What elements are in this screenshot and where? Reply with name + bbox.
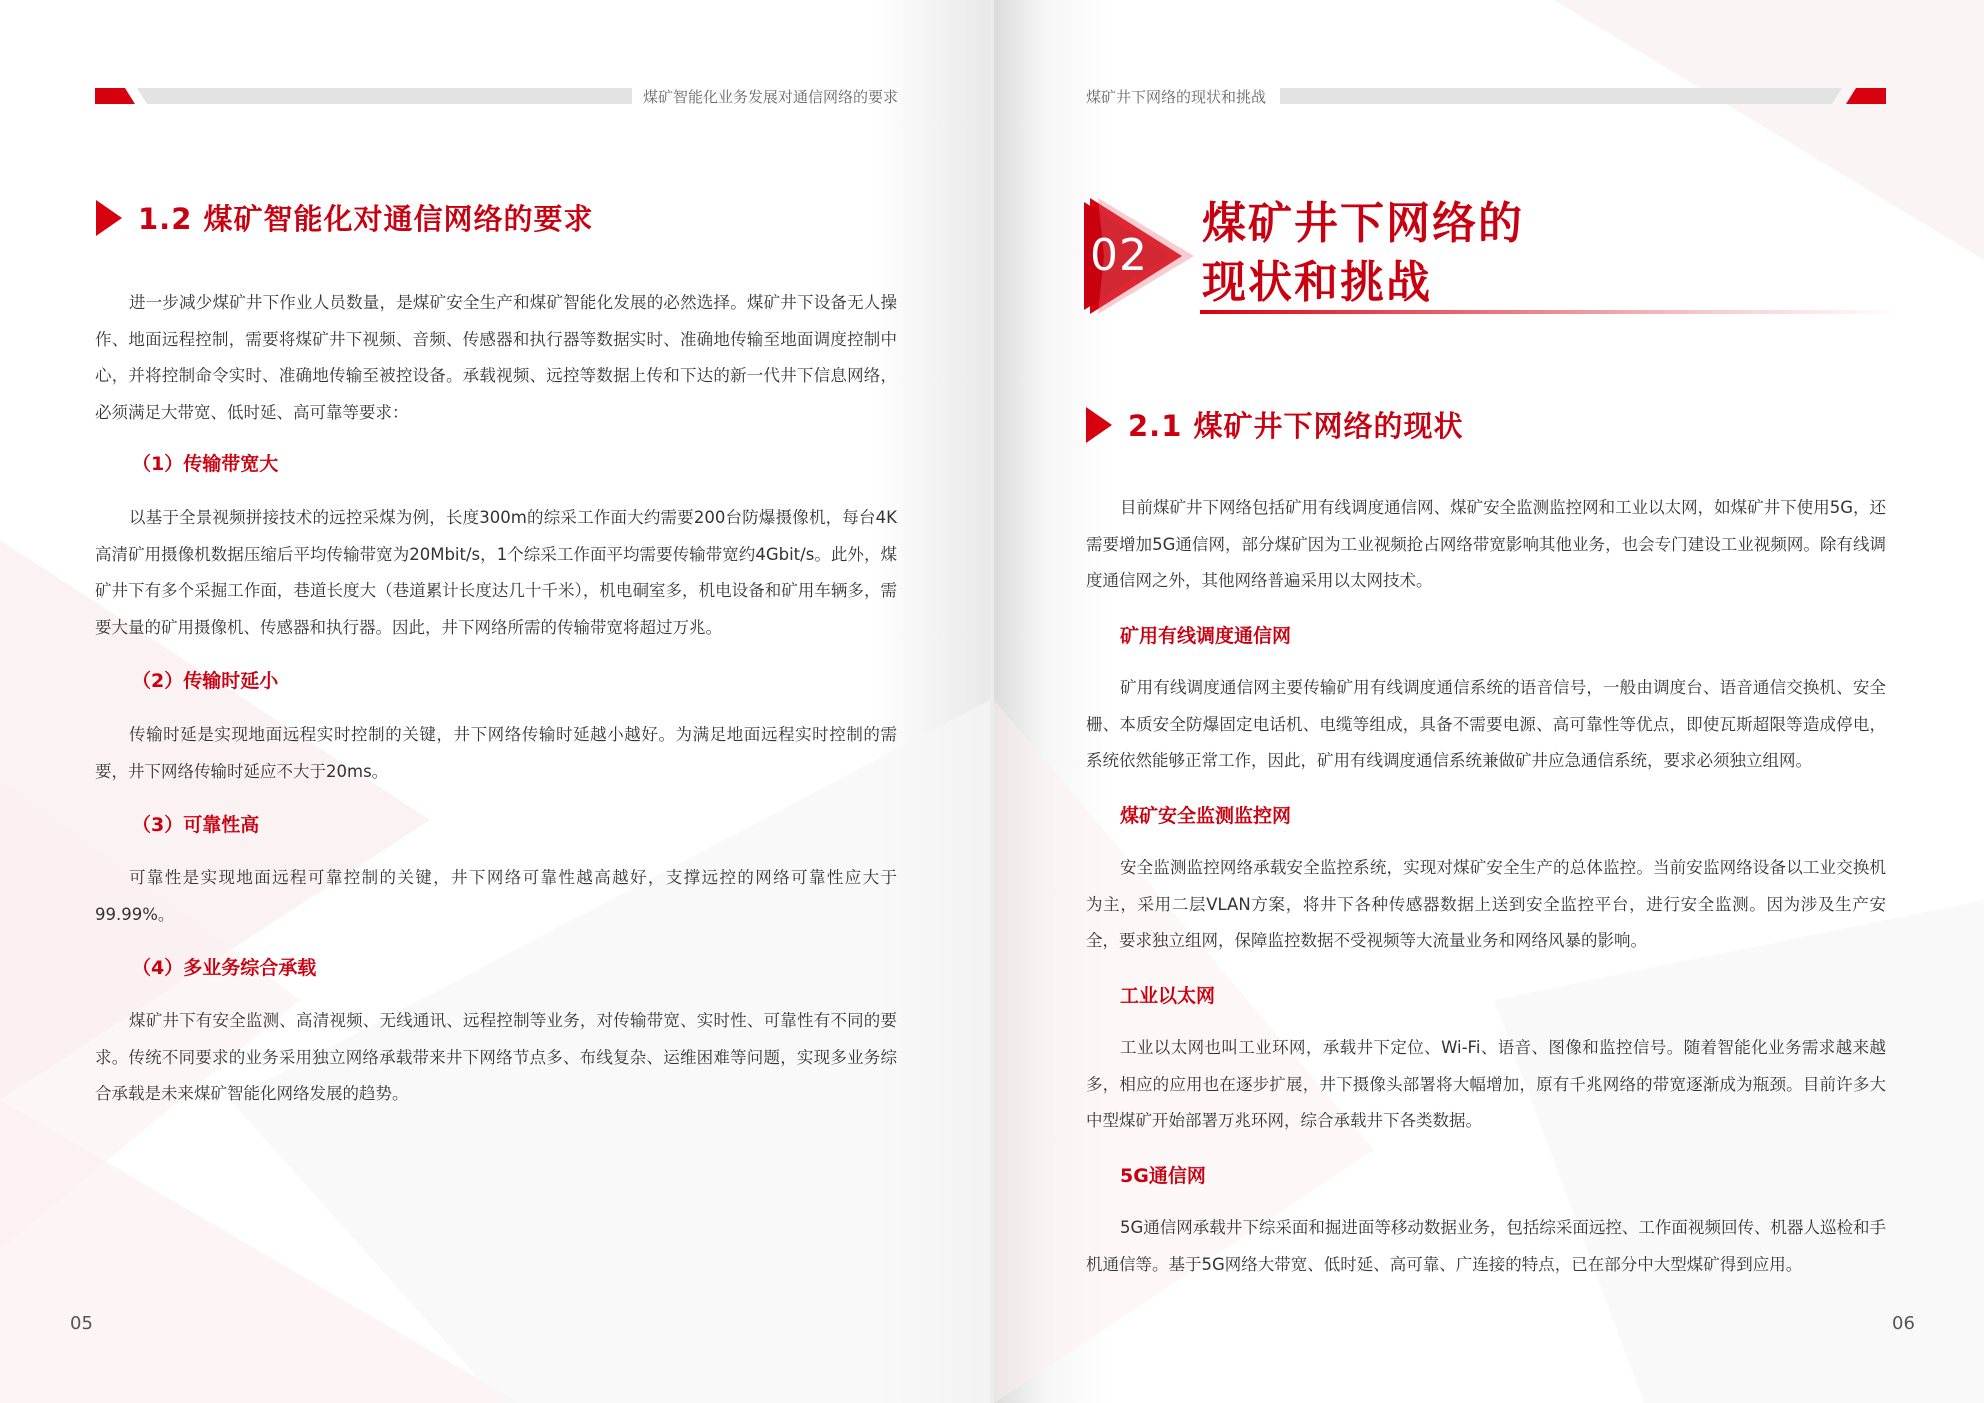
left-section-title: 1.2 煤矿智能化对通信网络的要求: [138, 202, 594, 236]
left-page-number: 05: [70, 1313, 93, 1334]
chapter-underline: [1200, 310, 1900, 314]
right-header-title: 煤矿井下网络的现状和挑战: [1086, 88, 1267, 106]
left-page: [0, 0, 990, 1403]
right-paragraph-4: 5G通信网承载井下综采面和掘进面等移动数据业务，包括综采面远控、工作面视频回传、机器人巡检和手机通信等。基于5G网络大带宽、低时延、高可靠、广连接的特点，已在部分中大型煤矿得到应用。: [1086, 1218, 1886, 1274]
right-section-title: 2.1 煤矿井下网络的现状: [1128, 409, 1464, 443]
left-section-heading: [96, 197, 593, 238]
section-arrow-icon: [96, 200, 122, 236]
chapter-title: [1202, 194, 1524, 312]
chapter-title-line-1: 煤矿井下网络的: [1202, 198, 1524, 249]
right-paragraph-2: 安全监测监控网络承载安全监控系统，实现对煤矿安全生产的总体监控。当前安监网络设备以工业交换机为主，采用二层VLAN方案，将井下各种传感器数据上送到安全监控平台，进行安全监测。因为涉及生产安全，要求独立组网，保障监控数据不受视频等大流量业务和网络风暴的影响。: [1086, 858, 1886, 950]
header-gray-bar: [137, 88, 632, 104]
left-paragraph-4: 煤矿井下有安全监测、高清视频、无线通讯、远程控制等业务，对传输带宽、实时性、可靠性有不同的要求。传统不同要求的业务采用独立网络承载带来井下网络节点多、布线复杂、运维困难等问题，实现多业务综合承载是未来煤矿智能化网络发展的趋势。: [95, 1011, 897, 1103]
right-paragraph-3: 工业以太网也叫工业环网，承载井下定位、Wi-Fi、语音、图像和监控信号。随着智能化业务需求越来越多，相应的应用也在逐步扩展，井下摄像头部署将大幅增加，原有千兆网络的带宽逐渐成为瓶颈。目前许多大中型煤矿开始部署万兆环网，综合承载井下各类数据。: [1086, 1038, 1886, 1130]
right-paragraph-1: 矿用有线调度通信网主要传输矿用有线调度通信系统的语音信号，一般由调度台、语音通信交换机、安全栅、本质安全防爆固定电话机、电缆等组成，具备不需要电源、高可靠性等优点，即使瓦斯超限等造成停电，系统依然能够正常工作，因此，矿用有线调度通信系统兼做矿井应急通信系统，要求必须独立组网。: [1086, 678, 1886, 770]
left-subhead-1: （1）传输带宽大: [132, 453, 279, 475]
left-header-title: 煤矿智能化业务发展对通信网络的要求: [643, 88, 899, 106]
left-paragraph-1: 以基于全景视频拼接技术的远控采煤为例，长度300m的综采工作面大约需要200台防爆摄像机，每台4K高清矿用摄像机数据压缩后平均传输带宽为20Mbit/s，1个综采工作面平均需要传输带宽约4Gbit/s。此外，煤矿井下有多个采掘工作面，巷道长度大（巷道累计长度达几十千米），机电硐室多，机电设备和矿用车辆多，需要大量的矿用摄像机、传感器和执行器。因此，井下网络所需的传输带宽将超过万兆。: [95, 508, 897, 637]
left-paragraph-3: 可靠性是实现地面远程可靠控制的关键，井下网络可靠性越高越好，支撑远控的网络可靠性应大于99.99%。: [95, 868, 897, 924]
chapter-title-line-2: 现状和挑战: [1202, 257, 1432, 308]
left-subhead-3: （3）可靠性高: [132, 814, 260, 836]
right-page: [994, 0, 1984, 1403]
header-red-tab-right: [1846, 88, 1886, 104]
header-red-tab: [95, 88, 135, 104]
left-subhead-2: （2）传输时延小: [132, 670, 279, 692]
right-page-number: 06: [1892, 1313, 1915, 1334]
left-paragraph-2: 传输时延是实现地面远程实时控制的关键，井下网络传输时延越小越好。为满足地面远程实时控制的需要，井下网络传输时延应不大于20ms。: [95, 725, 897, 781]
right-subhead-4: 5G通信网: [1120, 1165, 1206, 1187]
left-subhead-4: （4）多业务综合承载: [132, 957, 317, 979]
section-arrow-icon: [1086, 407, 1112, 443]
right-subhead-2: 煤矿安全监测监控网: [1120, 805, 1292, 827]
left-intro-paragraph: 进一步减少煤矿井下作业人员数量，是煤矿安全生产和煤矿智能化发展的必然选择。煤矿井下设备无人操作、地面远程控制，需要将煤矿井下视频、音频、传感器和执行器等数据实时、准确地传输至地面调度控制中心，并将控制命令实时、准确地传输至被控设备。承载视频、远控等数据上传和下达的新一代井下信息网络，必须满足大带宽、低时延、高可靠等要求：: [95, 293, 897, 422]
right-intro-paragraph: 目前煤矿井下网络包括矿用有线调度通信网、煤矿安全监测监控网和工业以太网，如煤矿井下使用5G，还需要增加5G通信网，部分煤矿因为工业视频抢占网络带宽影响其他业务，也会专门建设工业视频网。除有线调度通信网之外，其他网络普遍采用以太网技术。: [1086, 498, 1886, 590]
chapter-number: 02: [1090, 230, 1148, 281]
right-subhead-1: 矿用有线调度通信网: [1120, 625, 1292, 647]
right-subhead-3: 工业以太网: [1120, 985, 1216, 1007]
right-section-heading: [1086, 404, 1463, 445]
header-gray-bar-right: [1280, 88, 1842, 104]
